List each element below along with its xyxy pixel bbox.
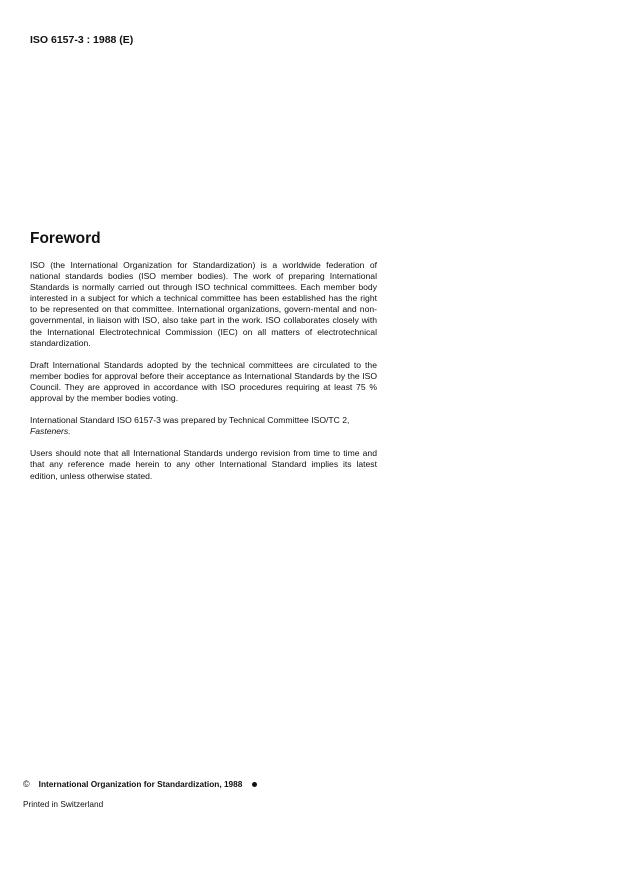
paragraph-iso-intro: ISO (the International Organization for Standardization) is a worldwide federation of national standards bodies (ISO member bodies). The work of preparing International Standards is normally carried out through ISO technical committees. Each member body interested in a subject for which a technical committee has been established has the right to be represented on that committee. International organizations, govern-mental and non-governmental, in liaison with ISO, also take part in the work. ISO collaborates closely with the International Electrotechnical Commission (IEC) on all matters of electrotechnical standardization. (30, 260, 377, 348)
paragraph-draft-standards: Draft International Standards adopted by the technical committees are circulated to the member bodies for approval before their acceptance as International Standards by the ISO Council. They are approved in accordance with ISO procedures requiring at least 75 % approval by the member bodies voting. (30, 359, 377, 404)
paragraph-prepared-by (30, 415, 377, 437)
copyright-icon: © (23, 779, 30, 789)
copyright-text: International Organization for Standardization, 1988 (38, 779, 243, 789)
paragraph-revision-note: Users should note that all International Standards undergo revision from time to time and that any reference made herein to any other International Standard implies its latest edition, unless otherwise stated. (30, 448, 377, 481)
prepared-by-text: International Standard ISO 6157-3 was prepared by Technical Committee ISO/TC 2, (30, 415, 350, 426)
copyright-line (23, 779, 257, 789)
committee-name: Fasteners. (30, 426, 71, 437)
foreword-body (30, 260, 377, 493)
printed-in: Printed in Switzerland (23, 799, 104, 809)
document-header: ISO 6157-3 : 1988 (E) (30, 34, 134, 46)
section-title: Foreword (30, 230, 101, 247)
bullet-icon (252, 782, 257, 787)
